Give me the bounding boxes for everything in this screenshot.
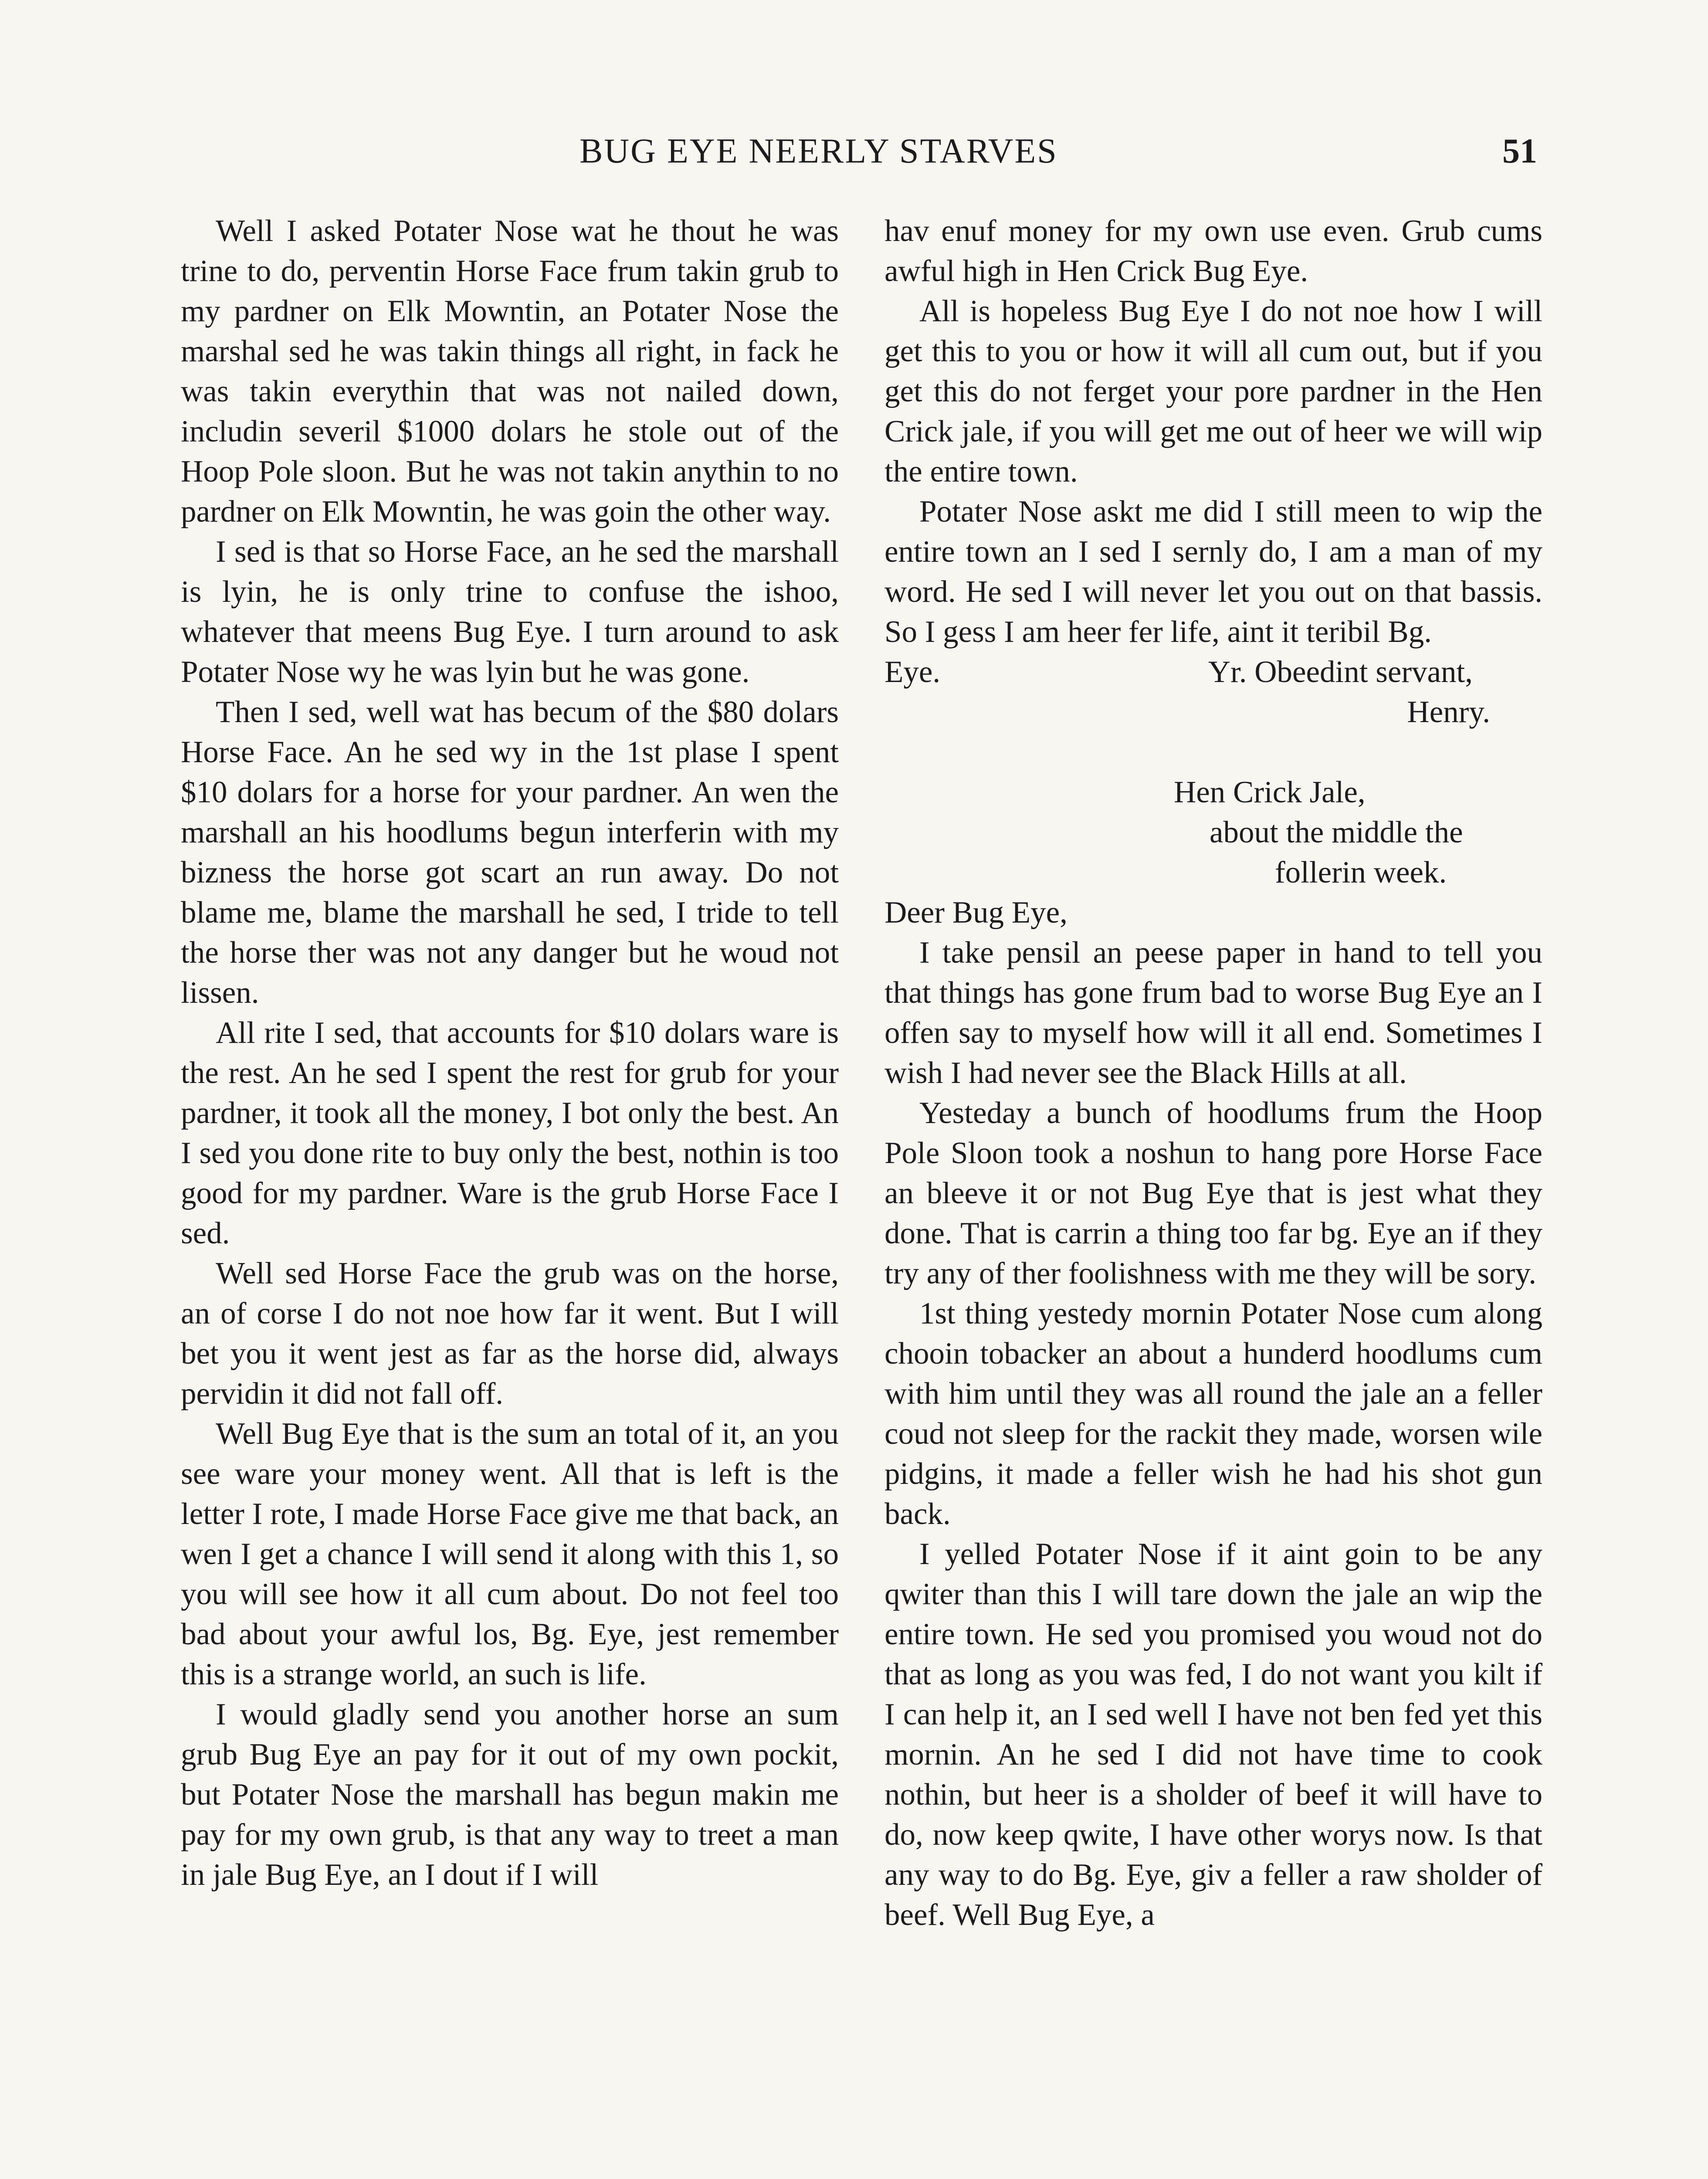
paragraph: Well I asked Potater Nose wat he thout he was trine to do, perventin Horse Face frum takin grub to my pardner on Elk Mowntin, an Potater Nose the marshal sed he was takin things all right, in fack he was takin everythin that was not nailed down, includin severil $1000 dolars he stole out of the Hoop Pole sloon. But he was not takin anythin to no pardner on Elk Mowntin, he was goin the other way. [181, 214, 839, 529]
paragraph: Then I sed, well wat has becum of the $80 dolars Horse Face. An he sed wy in the 1st plase I spent $10 dolars for a horse for your pardner. An wen the marshall an his hoodlums begun interferin with my bizness the horse got scart an run away. Do not blame me, blame the marshall he sed, I tride to tell the horse ther was not any danger but he woud not lissen. [181, 695, 839, 1010]
paragraph: I yelled Potater Nose if it aint goin to be any qwiter than this I will tare down the jale an wip the entire town. He sed you promised you woud not do that as long as you was fed, I do not want you kilt if I can help it, an I sed well I have not ben fed yet this mornin. An he sed I did not have time to cook nothin, but heer is a sholder of beef it will have to do, now keep qwite, I have other worys now. Is that any way to do Bg. Eye, giv a feller a raw sholder of beef. Well Bug Eye, a [884, 1537, 1542, 1932]
paragraph: Well Bug Eye that is the sum an total of it, an you see ware your money went. All that is left is the letter I rote, I made Horse Face give me that back, an wen I get a chance I will send it along with this 1, so you will see how it all cum about. Do not feel too bad about your awful los, Bg. Eye, jest remember this is a strange world, an such is life. [181, 1417, 839, 1691]
salutation: Deer Bug Eye, [884, 896, 1068, 930]
paragraph: I sed is that so Horse Face, an he sed the marshall is lyin, he is only trine to confuse the ishoo, whatever that meens Bug Eye. I turn around to ask Potater Nose wy he was lyin but he was gone. [181, 535, 839, 689]
signoff-eye: Eye. [884, 655, 941, 689]
left-column [181, 211, 839, 1895]
signature: Henry. [1407, 695, 1490, 729]
dateline-line: follerin week. [1275, 855, 1447, 889]
right-column [884, 211, 1542, 1935]
page-header [0, 127, 1708, 175]
signoff-closing: Yr. Obeedint servant, [1208, 655, 1473, 689]
signoff-line [884, 652, 1542, 692]
paragraph: Potater Nose askt me did I still meen to wip the entire town an I sed I sernly do, I am a man of my word. He sed I will never let you out on that bassis. So I gess I am heer fer life, aint it teribil Bg. [884, 495, 1542, 649]
paragraph: Yesteday a bunch of hoodlums frum the Hoop Pole Sloon took a noshun to hang pore Horse Face an bleeve it or not Bug Eye that is jest what they done. That is carrin a thing too far bg. Eye an if they try any of ther foolishness with me they will be sory. [884, 1096, 1542, 1290]
paragraph: I take pensil an peese paper in hand to tell you that things has gone frum bad to worse Bug Eye an I offen say to myself how will it all end. Sometimes I wish I had never see the Black Hills at all. [884, 936, 1542, 1090]
dateline-line: about the middle the [1210, 815, 1463, 849]
paragraph: I would gladly send you another horse an sum grub Bug Eye an pay for it out of my own pockit, but Potater Nose the marshall has begun makin me pay for my own grub, is that any way to treet a man in jale Bug Eye, an I dout if I will [181, 1697, 839, 1892]
paragraph: 1st thing yestedy mornin Potater Nose cum along chooin tobacker an about a hunderd hoodlums cum with him until they was all round the jale an a feller coud not sleep for the rackit they made, worsen wile pidgins, it made a feller wish he had his shot gun back. [884, 1297, 1542, 1531]
page-number: 51 [1502, 132, 1537, 170]
paragraph: All is hopeless Bug Eye I do not noe how I will get this to you or how it will all cum out, but if you get this do not ferget your pore pardner in the Hen Crick jale, if you will get me out of heer we will wip the entire town. [884, 294, 1542, 489]
paragraph: Well sed Horse Face the grub was on the horse, an of corse I do not noe how far it went. But I will bet you it went jest as far as the horse did, always pervidin it did not fall off. [181, 1256, 839, 1411]
continuation-paragraph: hav enuf money for my own use even. Grub cums awful high in Hen Crick Bug Eye. [884, 214, 1542, 288]
paragraph: All rite I sed, that accounts for $10 dolars ware is the rest. An he sed I spent the rest for grub for your pardner, it took all the money, I bot only the best. An I sed you done rite to buy only the best, nothin is too good for my pardner. Ware is the grub Horse Face I sed. [181, 1016, 839, 1250]
running-title: BUG EYE NEERLY STARVES [580, 132, 1058, 170]
dateline-line: Hen Crick Jale, [1174, 775, 1366, 809]
dateline [884, 772, 1542, 893]
